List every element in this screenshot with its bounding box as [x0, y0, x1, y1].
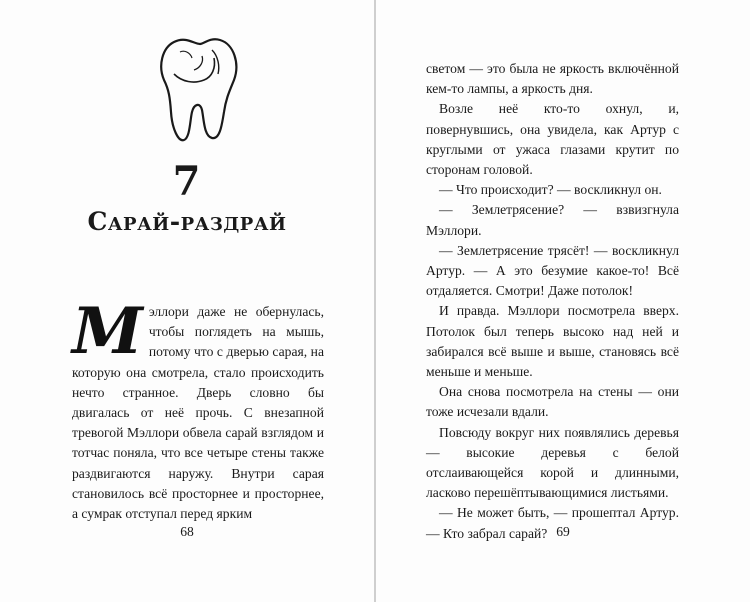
paragraph: светом — это была не яркость включённой кем-то лампы, а яркость дня.	[426, 61, 679, 97]
paragraph: — Не может быть, — прошептал Артур. — Кто забрал сарай?	[426, 505, 679, 541]
tooth-icon	[154, 28, 246, 148]
right-page-text	[426, 59, 679, 544]
page-number-left: 68	[180, 524, 194, 539]
chapter-title: Сарай-раздрай	[87, 207, 287, 236]
paragraph: Возле неё кто-то охнул, и, повернувшись, она увидела, как Артур с круглыми от ужаса глазами крутит по сторонам головой.	[426, 101, 679, 178]
page-number-right: 69	[556, 524, 570, 539]
paragraph: И правда. Мэллори посмотрела вверх. Потолок был теперь высоко над ней и забирался всё выше и выше, становясь всё меньше и меньше.	[426, 303, 679, 380]
paragraph: — Что происходит? — воскликнул он.	[439, 182, 662, 198]
paragraph: — Землетрясение трясёт! — воскликнул Артур. — А это безумие какое-то! Всё отдаляется. Смотри! Даже потолок!	[426, 242, 679, 299]
paragraph: — Землетрясение? — взвизгнула Мэллори.	[426, 202, 679, 238]
opening-paragraph: эллори даже не обернулась, чтобы поглядеть на мышь, потому что с дверью сарая, на которую она смотрела, стало происходить нечто странное. Дверь словно бы двигалась от неё прочь. С внезапной тревогой Мэллори обвела сарай взглядом и тотчас поняла, что все четыре стены также раздвигаются наружу. Внутри сарая становилось всё просторнее и просторнее, а сумрак отступал перед ярким	[72, 304, 324, 522]
paragraph: Она снова посмотрела на стены — они тоже исчезали вдали.	[426, 384, 679, 420]
left-page	[0, 0, 374, 602]
chapter-opening-text	[72, 294, 324, 524]
drop-cap: М	[72, 294, 143, 369]
chapter-number: 7	[172, 158, 202, 205]
paragraph: Повсюду вокруг них появлялись деревья — высокие деревья с белой отслаивающейся корой и длинными, ласково перешёптывающимися листьями.	[426, 424, 679, 501]
right-page	[376, 0, 750, 602]
